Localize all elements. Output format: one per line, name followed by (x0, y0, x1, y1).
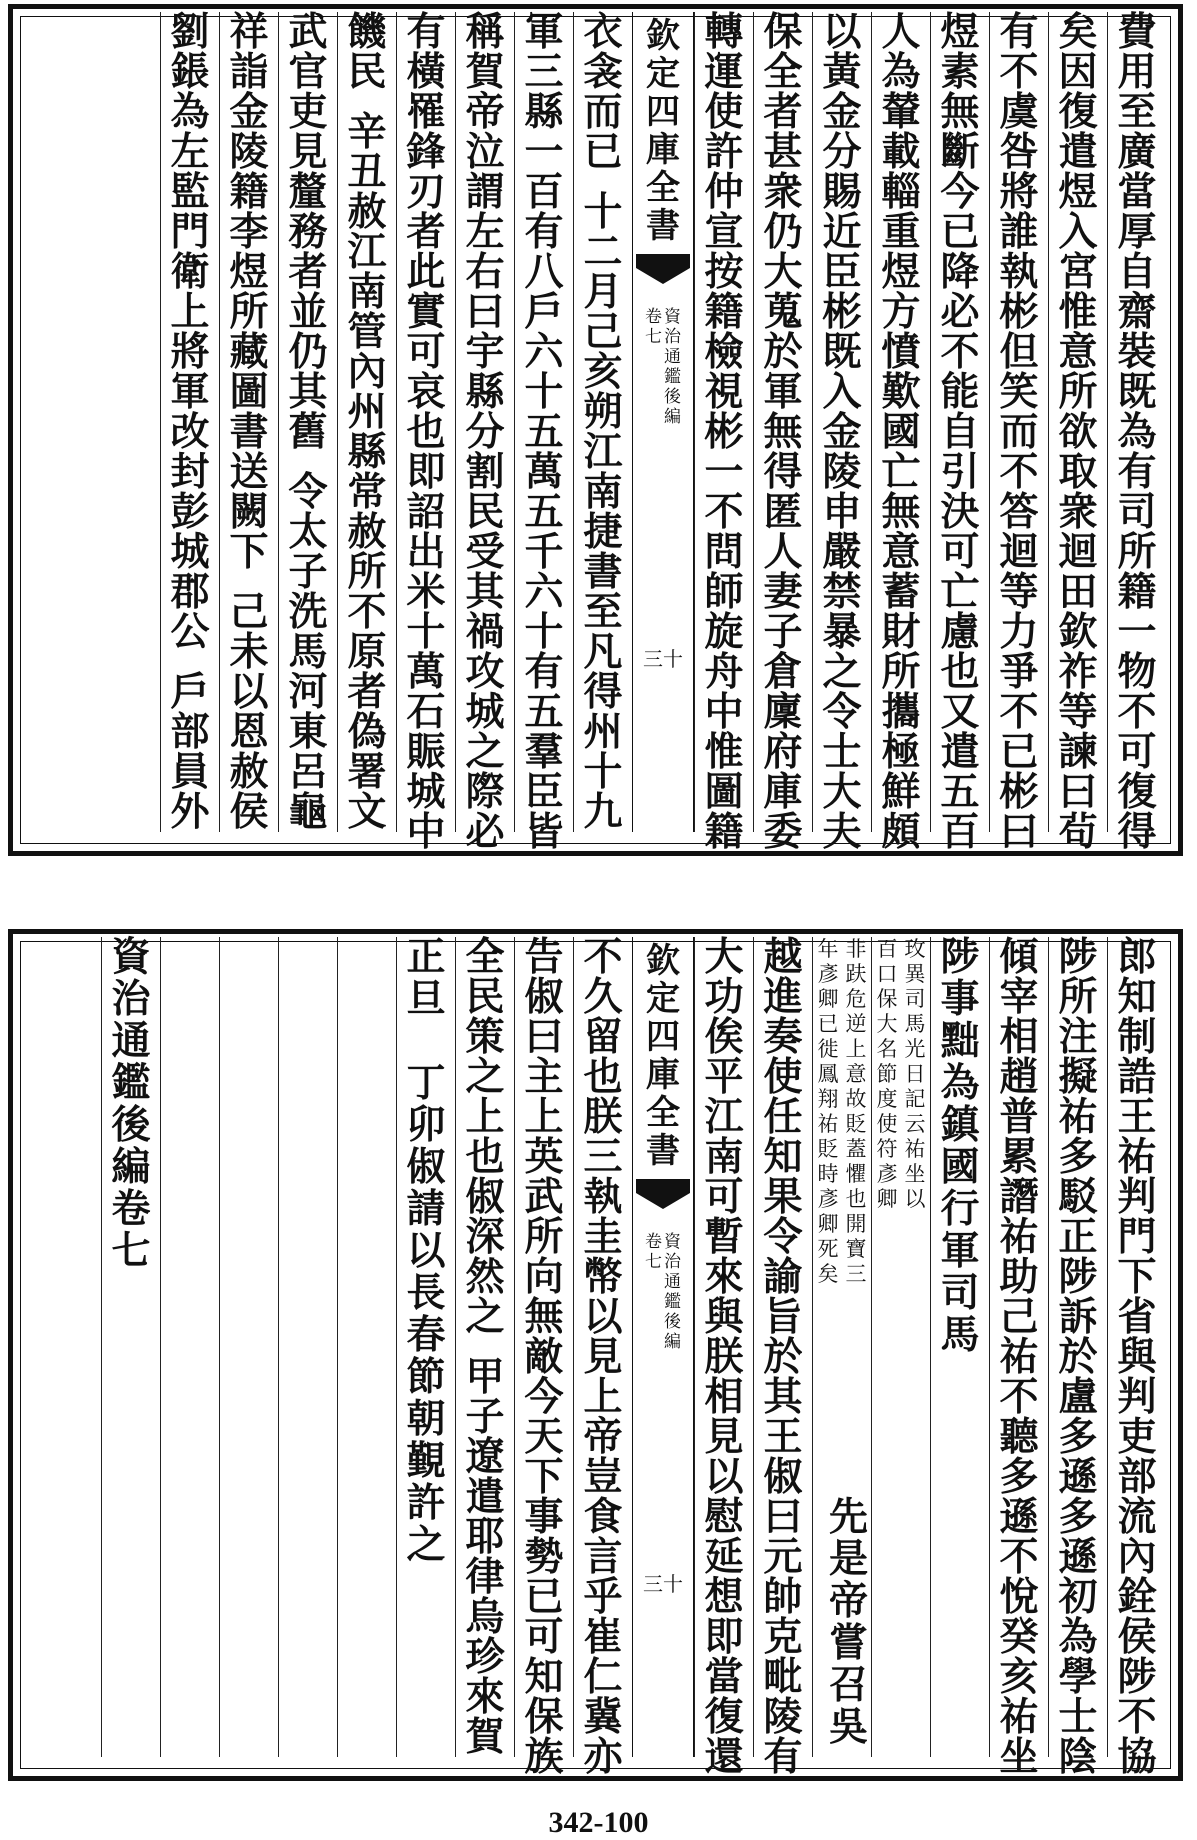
center-column (632, 12, 694, 832)
text-column: 傾 宰 相 趙 普 累 譖 祐 助 己 祐 不 聽 多 遜 不 悅 癸 亥 祐 坐 (989, 937, 1048, 1757)
note-line: 年 彥 卿 已 徙 鳳 翔 祐 貶 時 彥 卿 死 矣 (817, 937, 839, 1286)
text-column: 轉 運 使 許 仲 宣 按 籍 檢 視 彬 一 不 問 師 旋 舟 中 惟 圖 籍 (694, 12, 753, 832)
fishtail-mark-icon (636, 1179, 690, 1219)
text-column: 稱 賀 帝 泣 謂 左 右 曰 宇 縣 分 割 民 受 其 禍 攻 城 之 際 必 (455, 12, 514, 832)
annotation-column (871, 937, 930, 1757)
text-column: 不 久 留 也 朕 三 執 圭 幣 以 見 上 帝 豈 食 言 乎 崔 仁 冀 亦 (573, 937, 632, 1757)
text-column: 軍 三 縣 一 百 有 八 戶 六 十 五 萬 五 千 六 十 有 五 羣 臣 皆 (514, 12, 573, 832)
bottom-page (0, 925, 1197, 1805)
text-column: 陟 事 黜 為 鎮 國 行 軍 司 馬 (930, 937, 989, 1757)
folio-number: 三十 (643, 1572, 683, 1596)
annotation-column (812, 937, 871, 1757)
text-column: 越 進 奏 使 任 知 果 令 諭 旨 於 其 王 俶 曰 元 帥 克 毗 陵 有 (753, 937, 812, 1757)
text-column: 大 功 俟 平 江 南 可 暫 來 與 朕 相 見 以 慰 延 想 即 當 復 還 (694, 937, 753, 1757)
text-column: 以 黃 金 分 賜 近 臣 彬 既 入 金 陵 申 嚴 禁 暴 之 令 士 大 夫 (812, 12, 871, 832)
subtitle: 資 治 通 鑑 後 編 (664, 1232, 681, 1352)
text-column: 人 為 輦 載 輜 重 煜 方 憤 歎 國 亡 無 意 蓄 財 所 攜 極 鮮 頗 (871, 12, 930, 832)
folio-number: 三十 (643, 647, 683, 671)
text-continuation: 先 是 帝 嘗 召 吳 (829, 1494, 869, 1750)
text-column: 武 官 吏 見 釐 務 者 並 仍 其 舊 令 太 子 洗 馬 河 東 呂 龜 (278, 12, 337, 832)
text-column: 全 民 策 之 上 也 俶 深 然 之 甲 子 遼 遣 耶 律 烏 珍 來 賀 (455, 937, 514, 1757)
text-column: 衣 衾 而 已 十 二 月 己 亥 朔 江 南 捷 書 至 凡 得 州 十 九 (573, 12, 632, 832)
book-title: 欽 定 四 庫 全 書 (646, 16, 680, 246)
subtitle: 資 治 通 鑑 後 編 (664, 307, 681, 427)
empty-column (160, 937, 219, 1757)
fishtail-mark-icon (636, 254, 690, 294)
center-column (632, 937, 694, 1757)
text-column: 饑 民 辛 丑 赦 江 南 管 內 州 縣 常 赦 所 不 原 者 偽 署 文 (337, 12, 396, 832)
text-column: 正 旦 丁 卯 俶 請 以 長 春 節 朝 覲 許 之 (396, 937, 455, 1757)
text-column: 資 治 通 鑑 後 編 卷 七 (101, 937, 160, 1757)
volume-label: 卷 七 (645, 307, 662, 347)
note-line: 非 趺 危 逆 上 意 故 貶 蓋 懼 也 開 寶 三 (845, 937, 867, 1286)
text-column: 有 不 虞 咎 將 誰 執 彬 但 笑 而 不 答 迴 等 力 爭 不 已 彬 曰 (989, 12, 1048, 832)
volume-label: 卷 七 (645, 1232, 662, 1272)
text-column: 郎 知 制 誥 王 祐 判 門 下 省 與 判 吏 部 流 內 銓 侯 陟 不 協 (1107, 937, 1166, 1757)
note-line: 百 口 保 大 名 節 度 使 符 彥 卿 (876, 937, 898, 1211)
text-column: 費 用 至 廣 當 厚 自 齋 裝 既 為 有 司 所 籍 一 物 不 可 復 得 (1107, 12, 1166, 832)
text-column: 保 全 者 甚 衆 仍 大 蒐 於 軍 無 得 匿 人 妻 子 倉 廩 府 庫 委 (753, 12, 812, 832)
empty-column (278, 937, 337, 1757)
text-column: 煜 素 無 斷 今 已 降 必 不 能 自 引 決 可 亡 慮 也 又 遣 五 百 (930, 12, 989, 832)
text-column: 矣 因 復 遣 煜 入 宮 惟 意 所 欲 取 衆 迴 田 欽 祚 等 諫 曰 茍 (1048, 12, 1107, 832)
text-column: 陟 所 注 擬 祐 多 駁 正 陟 訴 於 盧 多 遜 多 遜 初 為 學 士 陰 (1048, 937, 1107, 1757)
text-column: 告 俶 曰 主 上 英 武 所 向 無 敵 今 天 下 事 勢 已 可 知 保 族 (514, 937, 573, 1757)
page-number: 342-100 (548, 1806, 649, 1839)
empty-column (337, 937, 396, 1757)
top-page (0, 0, 1197, 880)
book-title: 欽 定 四 庫 全 書 (646, 941, 680, 1171)
text-column: 劉 鋹 為 左 監 門 衛 上 將 軍 改 封 彭 城 郡 公 戶 部 員 外 (160, 12, 219, 832)
note-line: 玫 異 司 馬 光 日 記 云 祐 坐 以 (904, 937, 926, 1211)
text-column: 有 橫 罹 鋒 刃 者 此 實 可 哀 也 即 詔 出 米 十 萬 石 賑 城 中 (396, 12, 455, 832)
empty-column (219, 937, 278, 1757)
text-column: 祥 詣 金 陵 籍 李 煜 所 藏 圖 書 送 闕 下 己 未 以 恩 赦 侯 (219, 12, 278, 832)
